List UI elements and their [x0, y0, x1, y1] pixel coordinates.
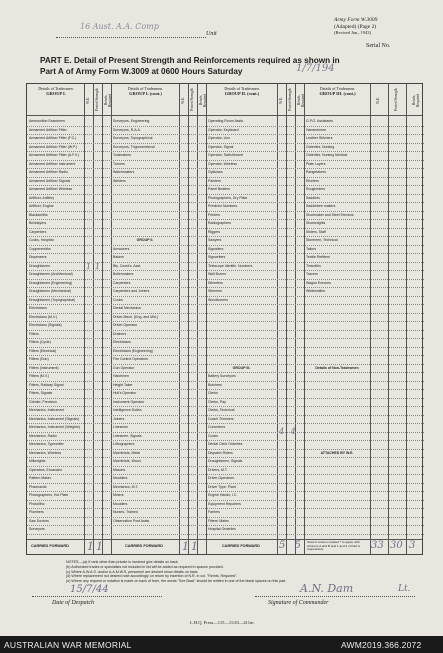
table-row-label: Boilermakers	[113, 272, 134, 277]
table-row-label: Armament Artificer Instrument	[29, 161, 76, 166]
col-header-group2-cont: Details of Tradesmen. GROUP II. (cont.)	[224, 86, 260, 96]
page-title-line1: PART E. Detail of Present Strength and Reinforcements required as shown in	[40, 56, 340, 65]
row-divider	[27, 168, 424, 169]
hw-draughtsmen-ps: 1	[95, 262, 101, 271]
table-row-label: Coppersmiths	[29, 246, 51, 251]
table-row-label: Tracers	[306, 272, 318, 277]
col-header-rotated: W.E.	[86, 96, 90, 104]
table-row-label: Signallers	[208, 246, 224, 251]
table-row-label: Hammermen	[306, 127, 327, 132]
table-row-label: Fitters, Signals	[29, 391, 53, 396]
table-row-label	[206, 304, 277, 313]
table-row-label	[304, 474, 370, 483]
col-header-group1-cont: Details of Tradesmen. GROUP I. (cont.)	[127, 86, 164, 96]
table-row-label: ATTACHED BY W.E.	[320, 450, 354, 455]
table-row-label: Bty. Comd's. Asst.	[113, 263, 142, 268]
table-row-label	[304, 372, 370, 381]
row-divider	[27, 143, 424, 144]
form-reference	[334, 17, 377, 37]
table-row-label: Draughtsmen (Architectural)	[29, 272, 73, 277]
table-row-label: Surveyors	[29, 527, 45, 532]
table-row-label: Storemen, Technical	[306, 238, 338, 243]
row-divider	[27, 534, 424, 535]
col-header-group3-cont: Details of Tradesmen. GROUP III. (cont.)	[319, 86, 356, 96]
table-row-label: Mechanics, Instrument (Weights)	[29, 425, 81, 430]
row-divider	[27, 304, 424, 305]
table-row-label: GROUP III.	[232, 365, 251, 370]
table-row-label: Electricians (M.V.)	[29, 314, 58, 319]
form-ref-line: (Revised Jan., 1943)	[334, 30, 371, 35]
table-row-label: Mechanics, Instrument (Signals)	[29, 416, 79, 421]
table-row-label: Sisters, Staff	[306, 229, 326, 234]
row-divider	[27, 296, 424, 297]
table-row-label: Fitters, Railway Signal	[29, 382, 64, 387]
row-divider	[27, 440, 424, 441]
carried-forward-label: CARRIED FORWARD	[125, 544, 163, 548]
col-header-rotated: Posted Strength	[190, 88, 194, 112]
table-row-label	[304, 423, 370, 432]
table-row-label	[206, 347, 277, 356]
table-row-label: Photographers, Dry Plate	[208, 195, 248, 200]
table-row-label	[304, 355, 370, 364]
table-row-label: G.P.O. Assistants	[306, 119, 333, 124]
table-row-label: Cooks, Hospital	[29, 238, 54, 243]
table-row-label: Photographers, Hot Plate	[29, 493, 69, 498]
table-row-label: Tailors	[306, 246, 317, 251]
row-divider	[27, 185, 424, 186]
table-row-label: Cooks	[208, 433, 218, 438]
table-row-label: Linesmen	[113, 425, 129, 430]
table-row-label: Photolitho	[29, 501, 45, 506]
table-row-label	[304, 381, 370, 390]
table-row-label: Bakers	[113, 255, 124, 260]
table-row-label: Armament Artificer Fitter	[29, 127, 67, 132]
table-row-label: Drivers, M.T.	[208, 467, 228, 472]
table-row-label: Wagon Erectors	[306, 280, 331, 285]
table-row-label: Riggers	[208, 229, 221, 234]
table-row-label: Toolmakers	[113, 153, 131, 158]
table-row-label: Hatchmen	[113, 374, 129, 379]
archive-caption-left: AUSTRALIAN WAR MEMORIAL	[4, 640, 132, 650]
table-row-label: Woodturners	[208, 297, 228, 302]
table-row-label: Drainers	[113, 331, 127, 336]
strength-table	[26, 83, 423, 555]
table-row-label: Armament Artificer Wireless	[29, 187, 73, 192]
table-row-label: Mechanics, Wireless	[29, 450, 62, 455]
table-row-label: Plate Layers	[306, 161, 326, 166]
table-row-label: Draughtsmen, Signals	[208, 459, 243, 464]
page-title-line2: Part A of Army Form W.3009 at 0600 Hours Saturday	[40, 67, 243, 76]
table-row-label: Artificer, Engine	[29, 204, 54, 209]
table-row-label: Grinder, Precision	[29, 399, 57, 404]
table-row-label: Turners	[113, 161, 125, 166]
hw-draughtsmen-we: 1	[86, 262, 92, 271]
table-row-label: Operator, Lino	[208, 136, 231, 141]
hw-clerks: 4 4	[279, 427, 298, 436]
table-row-label: Coach Trimmers	[208, 416, 234, 421]
table-row-label: Armourers	[113, 246, 130, 251]
table-row-label	[206, 321, 277, 330]
table-row-label: Carpenters and Joiners	[113, 289, 150, 294]
table-row-label	[304, 398, 370, 407]
row-divider	[27, 432, 424, 433]
archive-caption-right: AWM2019.366.2072	[341, 640, 422, 650]
table-row-label: Armament Artificer Fitter (F.C.)	[29, 136, 77, 141]
table-row-label: Moulders	[113, 476, 128, 481]
col-header-rotated: Reinfs. Required	[104, 93, 112, 107]
row-divider	[27, 508, 424, 509]
table-row-label: Miners	[113, 493, 124, 498]
hw-carried-col2a: 1	[182, 540, 189, 553]
hw-rank: Lt.	[398, 584, 411, 594]
row-divider	[27, 483, 424, 484]
table-row-label: Driver Type. Plant	[208, 484, 236, 489]
table-row-label: Moulders	[113, 501, 128, 506]
row-divider	[27, 415, 424, 416]
table-row-label	[304, 347, 370, 356]
table-row-label	[206, 355, 277, 364]
table-row-label: Plumbers	[29, 510, 44, 515]
table-row-label: Operator, Switchboard	[208, 153, 243, 158]
table-row-label: Millwrights	[29, 459, 46, 464]
hw-total-we: 33	[371, 540, 384, 551]
row-divider	[27, 525, 424, 526]
table-row-label: Electricians	[113, 340, 131, 345]
table-row-label: Pattern Maker	[29, 476, 51, 481]
table-row-label	[304, 525, 370, 534]
signature-line	[255, 596, 415, 597]
table-row-label: Instrument Operator	[113, 399, 145, 404]
row-divider	[27, 398, 424, 399]
row-divider	[27, 347, 424, 348]
table-row-label: Whitesmiths	[306, 289, 326, 294]
row-divider	[27, 134, 424, 135]
table-row-label: Textile Refitters	[306, 255, 330, 260]
col-header-rotated: Posted Strength	[95, 88, 99, 112]
table-row-label	[304, 313, 370, 322]
hw-carried-col1a: 1	[87, 540, 94, 553]
table-row-label: Hospital Orderlies	[208, 527, 236, 532]
table-row-label	[304, 338, 370, 347]
table-row-label: Electricians (Engineering)	[113, 348, 153, 353]
table-row-label: Concretors	[208, 425, 226, 430]
row-divider	[27, 245, 424, 246]
row-divider	[27, 321, 424, 322]
table-row-label: Surveyors, Engineering	[113, 119, 150, 124]
table-row-label: Riveters	[306, 178, 319, 183]
hw-carried-col2b: 1	[191, 540, 198, 553]
table-row-label: Wheelers	[208, 280, 223, 285]
row-divider	[27, 126, 424, 127]
row-divider	[27, 236, 424, 237]
table-row-label: Painters	[208, 178, 221, 183]
row-divider	[27, 194, 424, 195]
table-row-label: Orderlies, Nursing Medical	[306, 153, 348, 158]
table-row-label	[304, 491, 370, 500]
table-row-label	[304, 483, 370, 492]
row-divider	[27, 219, 424, 220]
table-row-label: Radiographers	[208, 221, 231, 226]
table-row-label: Fitters (Gun)	[29, 357, 49, 362]
table-row-label: Clerks	[208, 391, 218, 396]
col-header-rotated: Reinfs. Required	[199, 93, 207, 107]
table-row-label: Armament Artificer Radio	[29, 170, 68, 175]
hw-carried-col1b: 1	[96, 540, 103, 553]
carried-forward-label: CARRIED FORWARD	[31, 544, 69, 548]
table-row-label: Blacksmiths	[29, 212, 48, 217]
hw-signature: A.N. Dam	[300, 582, 354, 595]
table-row-label: Battery Surveyors	[208, 374, 236, 379]
table-row-label	[206, 330, 277, 339]
table-row-label: Armament Artificer Fitter (W.P.)	[29, 144, 77, 149]
table-row-label	[111, 219, 179, 228]
table-row-label: GROUP II.	[136, 238, 154, 243]
table-row-label: Wiremen	[208, 289, 223, 294]
row-divider	[27, 202, 424, 203]
table-row-label: Electricians	[29, 306, 47, 311]
table-row-label	[304, 304, 370, 313]
table-row-label: Tinsmiths	[306, 263, 321, 268]
table-row-label: Carpenters	[113, 280, 131, 285]
table-row-label	[304, 389, 370, 398]
col-header-group1: Details of Tradesmen. GROUP I.	[38, 86, 74, 96]
table-row-label: Gun Operator	[113, 365, 135, 370]
table-row-label: Cooks	[113, 297, 123, 302]
signature-of-commander-label: Signature of Commander	[268, 600, 329, 606]
table-row-label: Saddlers	[306, 195, 320, 200]
row-divider	[27, 330, 424, 331]
table-row-label	[304, 457, 370, 466]
table-row-label: Machinists, Metal	[113, 450, 141, 455]
row-divider	[27, 381, 424, 382]
table-row-label: Fitters (Instrument)	[29, 365, 59, 370]
carried-forward-label: CARRIED FORWARD	[222, 544, 260, 548]
unit-line	[56, 26, 206, 38]
table-row-label: Driver-Operators	[208, 476, 235, 481]
row-divider	[27, 449, 424, 450]
table-row-label: Driver-Mech. (Eng. and Mid.)	[113, 314, 158, 319]
table-row-label: Equipment Repairers	[208, 501, 241, 506]
table-row-label	[304, 330, 370, 339]
table-row-label: Fitters (Electrical)	[29, 348, 57, 353]
form-ref-line: Army Form W.3009	[334, 17, 378, 23]
table-row-label: Dental Clerk Orderlies	[208, 442, 243, 447]
row-divider	[27, 491, 424, 492]
table-row-label: Driver-Operator	[113, 323, 138, 328]
printer-imprint: L.H.Q. Press—115—11/43—411m.	[190, 620, 255, 625]
unit-handwritten: 16 Aust. A.A. Comp	[80, 22, 159, 31]
table-row-label: Details of Non-Tradesmen	[315, 365, 359, 370]
row-divider	[27, 500, 424, 501]
table-row-label: Nurses, Trained	[113, 510, 138, 515]
table-row-label: Fitters	[29, 331, 39, 336]
row-divider	[27, 211, 424, 212]
table-row-label	[304, 296, 370, 305]
table-row-label	[304, 508, 370, 517]
hw-total-rr: 3	[409, 540, 416, 551]
table-row-label	[304, 500, 370, 509]
form-ref-line: (Adapted) (Page 2)	[334, 23, 377, 30]
col-header-rotated: Reinfs. Required	[297, 93, 305, 107]
hw-carried-col3: 5 5	[279, 540, 304, 551]
table-row-label	[206, 338, 277, 347]
table-row-label: Roughriders	[306, 187, 326, 192]
table-row-label: Fitters (Cycle)	[29, 340, 51, 345]
table-row-label: Draughtsmen (Topographical)	[29, 297, 76, 302]
table-row-label: Watchmakers	[113, 170, 135, 175]
table-row-label	[111, 194, 179, 203]
table-row-label: Signwriters	[208, 255, 226, 260]
table-row-label: Clerks, Pay	[208, 399, 226, 404]
table-row-label: Machinists, Wood	[113, 459, 141, 464]
table-row-label: Surveyors, Topographical	[113, 136, 153, 141]
table-row-label: Dispensers	[29, 255, 47, 260]
table-row-label: Wall Borers	[208, 272, 226, 277]
table-row-label: Armament Artificer Fitter (A.F.V.)	[29, 153, 80, 158]
row-divider	[27, 177, 424, 178]
table-row-label: Hull's Operator	[113, 391, 137, 396]
table-row-label	[206, 313, 277, 322]
table-row-label: Mechanics, Typewriter	[29, 442, 64, 447]
table-row-label	[304, 440, 370, 449]
table-row-label: Observation Post Assts.	[113, 518, 151, 523]
table-row-label: Operators, Excavator	[29, 467, 63, 472]
table-row-label: Armament Artificer Signals	[29, 178, 71, 183]
table-row-label	[111, 211, 179, 220]
table-row-label: Sawyers	[208, 238, 222, 243]
table-row-label: Shoemaker and Steel Erectors	[306, 212, 354, 217]
table-row-label: Fire Control Operators	[113, 357, 148, 362]
col-header-rotated: Posted Strength	[288, 88, 292, 112]
table-row-label: Farriers	[208, 510, 221, 515]
table-row-label: Surveyors, R.A.A.	[113, 127, 141, 132]
table-row-label: Electricians (Signals)	[29, 323, 62, 328]
table-row-label: Operator, Keyboard	[208, 127, 239, 132]
hw-despatch-date: 15/7/44	[70, 584, 109, 595]
table-row-label: Dispatch Riders	[208, 450, 233, 455]
table-row-label: Saddletree makers	[306, 204, 336, 209]
row-divider	[27, 372, 424, 373]
table-row-label	[304, 517, 370, 526]
table-row-label: Ammunition Examiners	[29, 119, 65, 124]
table-row-label: Dental Mechanics	[113, 306, 141, 311]
table-row-label: Masons	[113, 467, 126, 472]
despatch-line	[32, 596, 162, 597]
table-row-label: Bricklayers	[29, 221, 47, 226]
notes-block: NOTES.—(a) If rank other than private is involved give details on back. (b) Authorized trades or specialists not included in list will be added as required in spaces provided. (c) Where A.W.A.S. and/or A.A.M.W.S. personnel are desired show details on back. (d) Where replacement not desired note accordingly on return by insertion of N.R. in col. "Reinfs. Required". (e) Where any request or notation is made on back of form, the words "See Back" should be written in one of the blank spaces on this part.	[66, 560, 287, 584]
table-row-label: Lithographers	[113, 442, 135, 447]
table-row-label	[304, 466, 370, 475]
date-handwritten: 1/7/194	[296, 63, 335, 74]
hw-total-ps: 30	[390, 540, 403, 551]
table-row-label: Telescope Identifn. Numbers	[208, 263, 253, 268]
table-row-label: Draughtsmen (Engineering)	[29, 280, 72, 285]
table-row-label	[304, 321, 370, 330]
table-row-label: Fitters' Mates	[208, 518, 229, 523]
unit-label: Unit	[206, 31, 217, 37]
table-row-label: Pharmacist	[29, 484, 47, 489]
table-row-label	[111, 202, 179, 211]
row-divider	[27, 423, 424, 424]
row-divider	[27, 406, 424, 407]
table-row-label: Draughtsmen (Mechanical)	[29, 289, 72, 294]
table-row-label: Saw Doctors	[29, 518, 49, 523]
row-divider	[27, 279, 424, 280]
table-row-label: Clerks, Technical	[208, 408, 235, 413]
table-row-label: Height Taker	[113, 382, 133, 387]
row-divider	[27, 228, 424, 229]
totals-label: Total of column marked * to agree with columns A and B and 1 and 2 of Part A respectively	[307, 540, 360, 552]
table-row-label: Operator, Wireless	[208, 161, 237, 166]
col-header-rotated: W.E.	[279, 96, 283, 104]
row-divider	[27, 474, 424, 475]
row-divider	[27, 457, 424, 458]
table-row-label	[111, 185, 179, 194]
table-row-label: Carpenters	[29, 229, 47, 234]
col-header-rotated: Posted Strength	[394, 88, 398, 112]
table-row-label: Welders	[113, 178, 126, 183]
table-row-label: Draughtsmen	[29, 263, 51, 268]
table-row-label: Shoewrights	[306, 221, 326, 226]
table-row-label: Opticians	[208, 170, 223, 175]
table-row-label: Linesmen, Signals	[113, 433, 142, 438]
row-divider	[27, 160, 424, 161]
table-row-label: Mechanics, Radio	[29, 433, 57, 438]
table-row-label: Predictor Numbers	[208, 204, 238, 209]
table-row-label: Operating Room Assts.	[208, 119, 244, 124]
row-divider	[27, 466, 424, 467]
table-row-label: Fitters (M.V.)	[29, 374, 49, 379]
col-header-rotated: W.E.	[376, 96, 380, 104]
row-divider	[27, 364, 424, 365]
row-divider	[27, 517, 424, 518]
col-header-rotated: Reinfs. Required	[412, 93, 420, 107]
row-divider	[27, 287, 424, 288]
table-row-label: Operator, Signal	[208, 144, 234, 149]
table-row-label	[111, 228, 179, 237]
row-divider	[27, 313, 424, 314]
table-row-label: Engine Hands, I.C.	[208, 493, 238, 498]
row-divider	[27, 338, 424, 339]
table-row-label: Mechanics, Instrument	[29, 408, 65, 413]
table-row-label: Butchers	[208, 382, 222, 387]
table-body	[27, 117, 424, 547]
table-row-label: Orderlies, Nursing	[306, 144, 335, 149]
table-row-label: Panel Beaters	[208, 187, 230, 192]
row-divider	[27, 355, 424, 356]
row-divider	[27, 253, 424, 254]
serial-number-label: Serial No.	[366, 43, 391, 49]
table-row-label	[304, 415, 370, 424]
table-row-label: Intelligence Duties	[113, 408, 142, 413]
table-row-label: Mechanics, M.T.	[113, 484, 139, 489]
date-of-despatch-label: Date of Despatch	[52, 600, 94, 606]
table-row-label: Printers	[208, 212, 221, 217]
table-row-label: Artificer, Artillery	[29, 195, 55, 200]
table-row-label: Joiners	[113, 416, 125, 421]
table-row-label: Leather Stitchers	[306, 136, 333, 141]
table-row-label	[304, 432, 370, 441]
table-row-label: Surveyors, Trigonometrical	[113, 144, 155, 149]
table-row-label	[304, 406, 370, 415]
col-header-rotated: W.E.	[181, 96, 185, 104]
table-row-label: Rangetakers	[306, 170, 326, 175]
row-divider	[27, 151, 424, 152]
row-divider	[27, 389, 424, 390]
